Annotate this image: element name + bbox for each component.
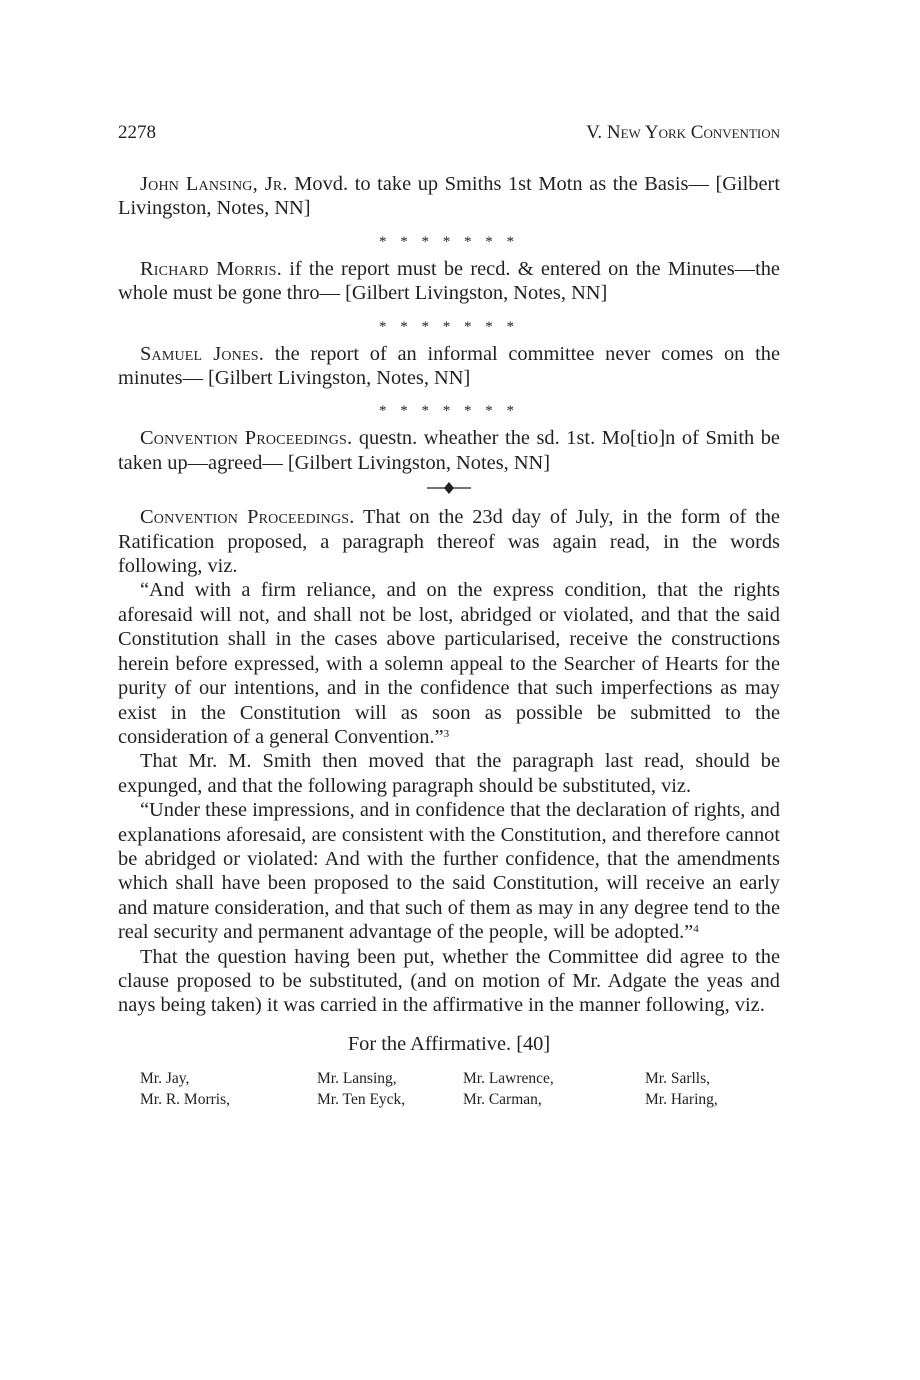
entry-jones [118,342,780,391]
entry-lansing [118,172,780,221]
running-title: V. New York Convention [586,122,780,143]
voter-name: Mr. Sarlls, [645,1070,711,1088]
asterism-separator: * * * * * * * [379,233,519,250]
entry-convention [118,426,780,475]
body-text [118,172,780,1114]
page-number: 2278 [118,122,156,143]
voter-name: Mr. Carman, [463,1091,542,1109]
question-paragraph: That the question having been put, whether the Committee did agree to the clause proposed to be substituted, (and on motion of Mr. Adgate the yeas and nays being taken) it was carried in the affirmative in the manner following, viz. [118,945,780,1017]
speaker-name: Richard Morris. [140,257,282,280]
voter-name: Mr. Jay, [140,1070,190,1088]
section-divider [118,475,780,499]
speaker-name: Convention Proceedings. [140,427,353,450]
speaker-name: John Lansing, Jr. [140,173,288,195]
voter-name: Mr. Lawrence, [463,1070,554,1088]
diamond-rule-icon [409,475,489,499]
footnote-ref: 3 [443,727,450,740]
voter-name: Mr. Lansing, [317,1070,397,1088]
entry-morris [118,257,780,306]
speaker-name: Convention Proceedings. [140,506,355,529]
entry-text: if the report must be recd. & entered on the Minutes—the whole must be gone thro— [Gilbert Livingston, Notes, NN] [118,257,780,305]
entry-text: the report of an informal committee never comes on the minutes— [Gilbert Livingston, Notes, NN] [118,342,780,390]
quoted-paragraph-1: “And with a firm reliance, and on the express condition, that the rights aforesaid will not, and shall not be lost, abridged or violated, and that the said Constitution shall in the cases above particularised, receive the constructions herein before expressed, with a solemn appeal to the Searcher of Hearts for the purity of our intentions, and in the confidence that such imperfections as may exist in the Constitution will as soon as possible be submitted to the consideration of a general Convention.”$^3$ [118,579,780,748]
asterism-separator: * * * * * * * [379,403,519,420]
voter-name: Mr. R. Morris, [140,1091,230,1109]
proceedings-intro [118,505,780,578]
entry-text: questn. wheather the sd. 1st. Mo[tio]n of Smith be taken up—agreed— [Gilbert Livingston, Notes, NN] [118,427,780,474]
vote-name-list [118,1068,780,1114]
voter-name: Mr. Haring, [645,1091,718,1109]
quoted-paragraph-2: “Under these impressions, and in confidence that the declaration of rights, and explanations aforesaid, are consistent with the Constitution, and therefore cannot be abridged or violated: And with the further confidence, that the amendments which shall have been proposed to the said Constitution, will receive an early and mature consideration, and that such of them as may in any degree tend to the real security and permanent advantage of the people, will be adopted.”$^4$ [118,799,780,944]
voter-name: Mr. Ten Eyck, [317,1091,406,1109]
asterism-separator: * * * * * * * [379,318,519,335]
footnote-ref: 4 [693,923,699,936]
speaker-name: Samuel Jones. [140,342,265,365]
intro-text: That on the 23d day of July, in the form of the Ratification proposed, a paragraph thereof was again read, in the words following, viz. [118,506,780,578]
motion-paragraph: That Mr. M. Smith then moved that the paragraph last read, should be expunged, and that the following paragraph should be substituted, viz. [118,750,780,797]
running-header [118,122,780,148]
entry-text: Movd. to take up Smiths 1st Motn as the Basis— [Gilbert Livingston, Notes, NN] [118,173,780,220]
vote-heading: For the Affirmative. [40] [347,1032,551,1055]
